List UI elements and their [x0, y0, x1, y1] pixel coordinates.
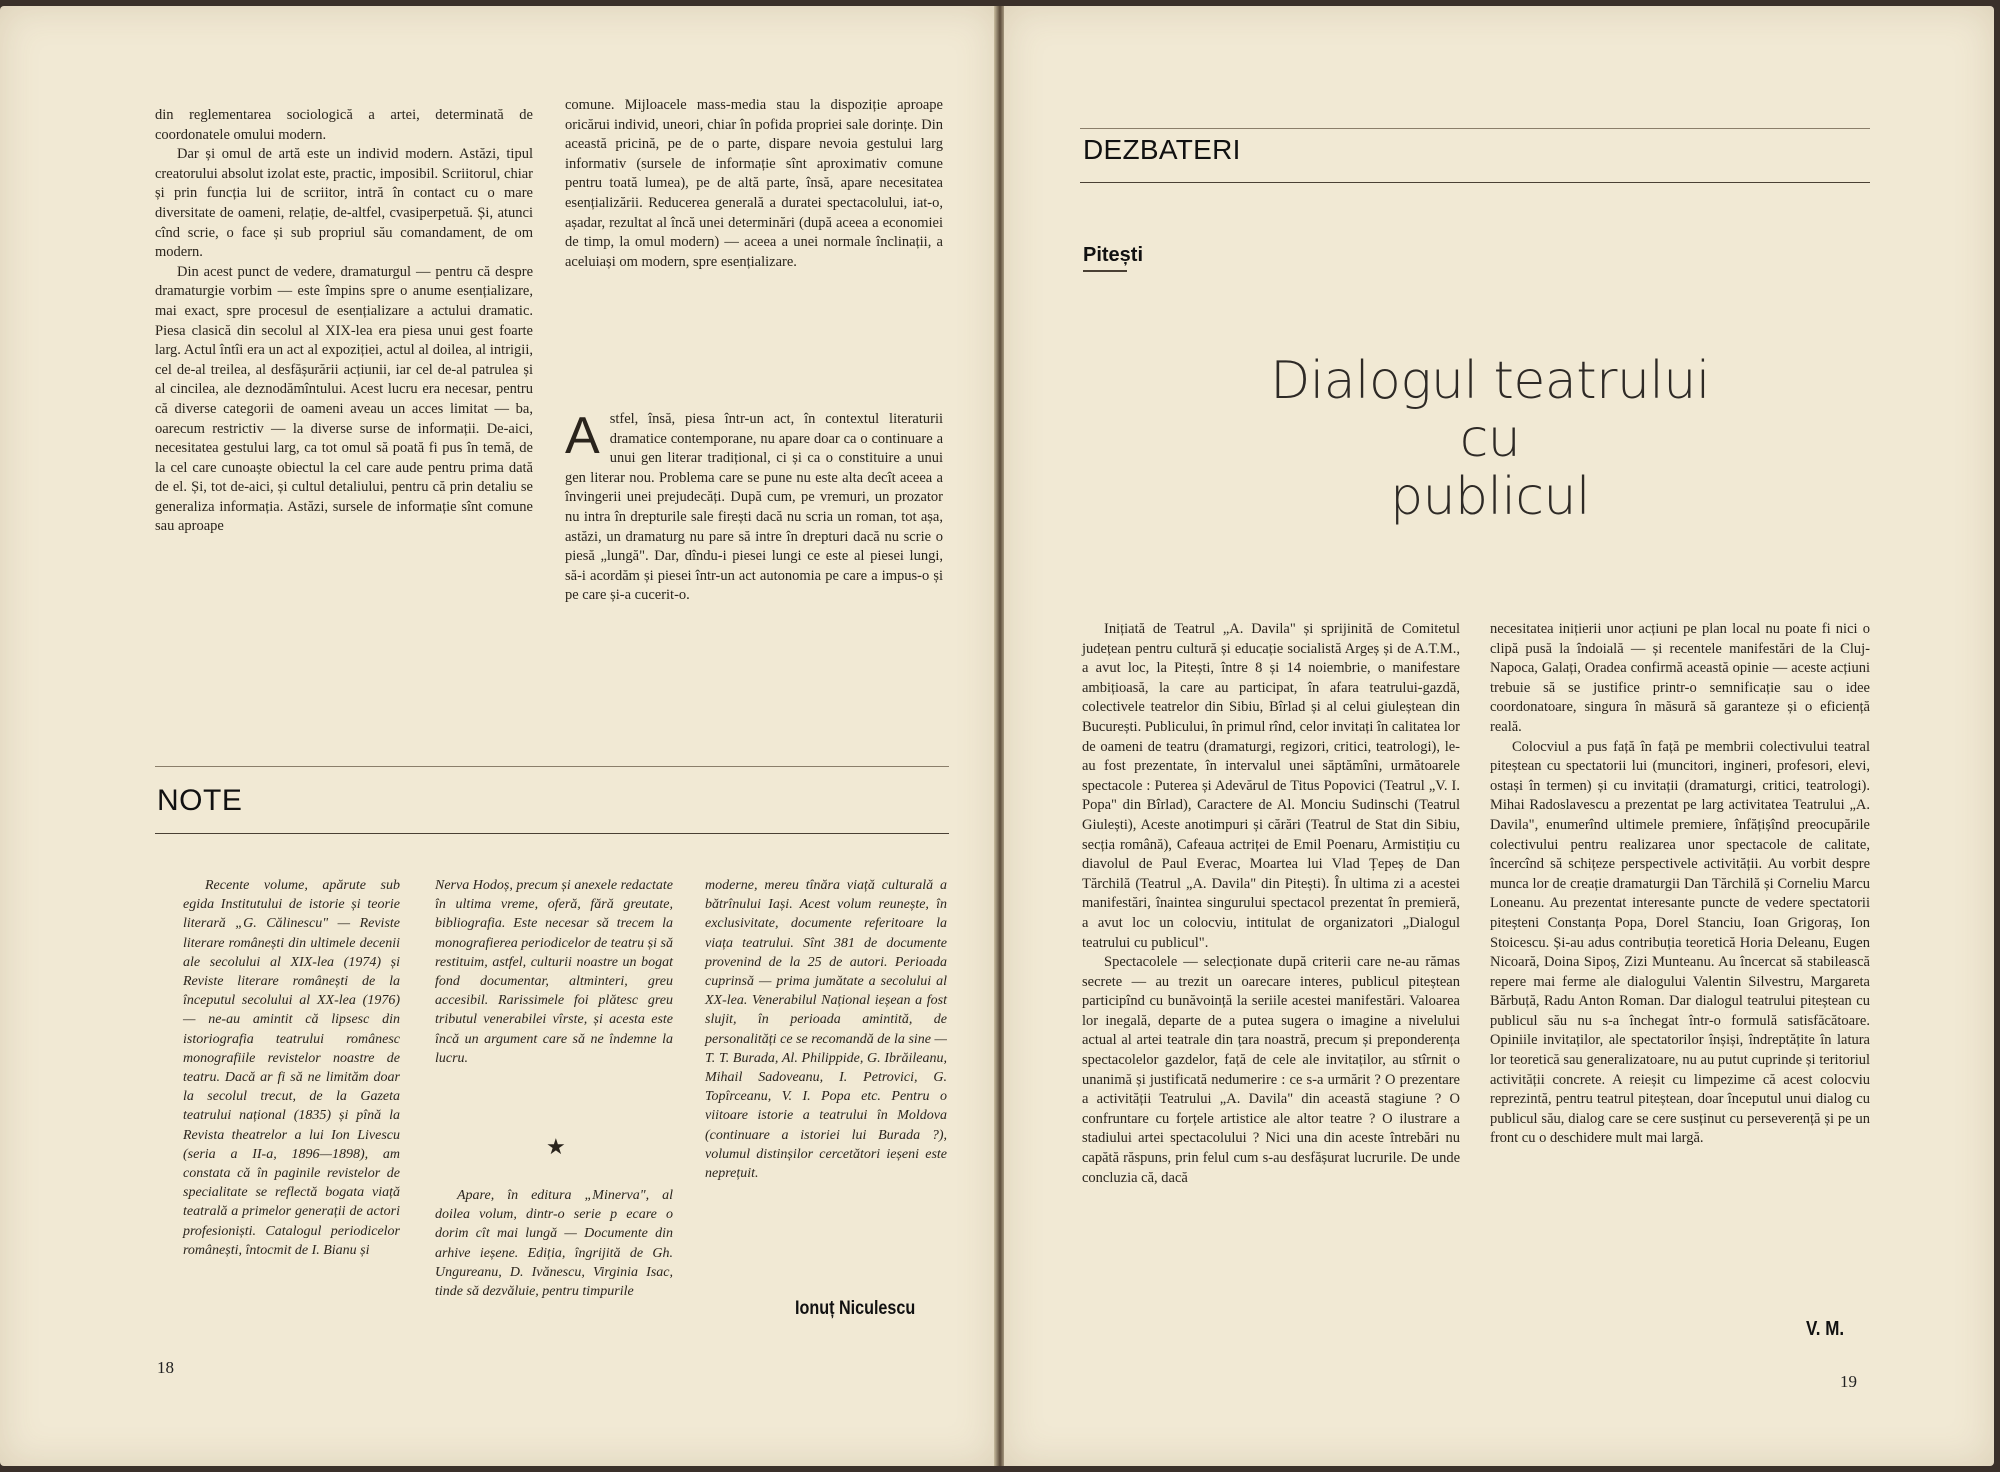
paragraph: Recente volume, apărute sub egida Institutului de istorie și teorie literară „G. Călinescu" — Reviste literare românești din ultimele decenii ale secolului al XIX-lea (1974) și Reviste literare românești de la începutul secolului al XX-lea (1976) — ne-au amintit că lipsesc din istoriografia teatrului românesc monografiile revistelor noastre de teatru. Dacă ar fi să ne limităm doar la secolul trecut, de la Gazeta teatrului național (1835) și pînă la Revista theatrelor a lui Ion Livescu (seria a II-a, 1896—1898), am constata că în paginile revistelor de specialitate se reflectă bogata viață teatrală a primelor generații de actori profesioniști. Catalogul periodicelor românești, întocmit de I. Bianu și	[183, 878, 400, 1258]
title-line: publicul	[1390, 467, 1590, 527]
note-author-signature: Ionuț Niculescu	[795, 1298, 916, 1319]
left-essay-column-2	[565, 96, 943, 272]
note-column-2	[435, 876, 673, 1068]
location-label: Pitești	[1083, 244, 1144, 266]
paragraph: Apare, în editura „Minerva", al doilea volum, dintr-o serie p ecare o dorim cît mai lungă — Documente din arhive ieșene. Ediția, îngrijită de Gh. Ungureanu, D. Ivănescu, Virginia Isac, tinde să dezvăluie, pentru timpurile	[435, 1188, 673, 1300]
page-number-left: 18	[157, 1358, 174, 1377]
section-top-rule	[1080, 128, 1870, 129]
paragraph: Din acest punct de vedere, dramaturgul — pentru că despre dramaturgie vorbim — este împins spre o anume esențializare, mai exact, spre procesul de esențializare a actului dramatic. Piesa clasică din secolul al XIX-lea era piesa unui gest foarte larg. Actul întîi era un act al expoziției, actul al doilea, al intrigii, cel de-al treilea, al desfășurării acțiunii, iar cel de-al patrulea și al cincilea, ale deznodămîntului. Acest lucru era necesar, pentru că diverse categorii de oameni aveau un acces limitat — ba, oarecum restrictiv — la diverse surse de informații. De-aici, necesitatea gestului larg, ca tot omul să poată fi pus în temă, de la cel care cunoaște obiectul la cel care aude pentru prima dată de el. Și, tot de-aici, și cultul detaliului, pentru că prin detaliu se generaliza informația. Astăzi, sursele de informație sînt comune sau aproape	[155, 263, 533, 535]
note-heading-rule	[155, 833, 949, 834]
left-essay-column-2-section	[565, 407, 943, 606]
paragraph: din reglementarea sociologică a artei, determinată de coordonatele omului modern.	[155, 107, 533, 143]
paragraph: Nerva Hodoș, precum și anexele redactate în ultima vreme, oferă, fără greutate, bibliografia. Este necesar să trecem la monografierea periodicelor de teatru și să restituim, astfel, culturii noastre un bogat fond documentar, altminteri, greu accesibil. Rarissimele foi plătesc greu tributul venerabilei vîrste, și acesta este încă un argument care să ne îndemne la lucru.	[435, 878, 673, 1066]
paragraph: necesitatea inițierii unor acțiuni pe plan local nu poate fi nici o clipă pusă la îndoială — și recentele manifestări de la Cluj-Napoca, Galați, Oradea confirmă această opinie — aceste acțiuni trebuie să se justifice printr-o semnificație sau o idee coordonatoare, singura în măsură să garanteze și o eficiență reală.	[1490, 621, 1870, 735]
paragraph: moderne, mereu tînăra viață culturală a bătrînului Iași. Acest volum reunește, în exclusivitate, documente referitoare la viața teatrului. Sînt 381 de documente provenind de la 25 de autori. Perioada cuprinsă — prima jumătate a secolului al XX-lea. Venerabilul Național ieșean a fost slujit, în perioada amintită, de personalități ce se recomandă de la sine — T. T. Burada, Al. Philippide, G. Ibrăileanu, Mihail Sadoveanu, I. Petrovici, G. Topîrceanu, V. I. Popa etc. Pentru o viitoare istorie a teatrului în Moldova (continuare a istoriei lui Burada ?), volumul distinșilor cercetători ieșeni este neprețuit.	[705, 878, 947, 1182]
star-separator: ★	[546, 1134, 566, 1159]
paragraph: stfel, însă, piesa într-un act, în contextul literaturii dramatice contemporane, nu apare doar ca o continuare a unui gen literar tradițional, ci și ca o constituire a unui gen literar nou. Problema care se pune nu este alta decît aceea a învingerii unei prejudecăți. După cum, pe vremuri, un prozator nu intra în drepturile sale firești dacă nu scria un roman, tot așa, astăzi, un dramaturg nu pare să intre în drepturi dacă nu scrie o piesă „lungă". Dar, dîndu-i piesei lungi ce este al piesei lungi, să-i acordăm și piesei într-un act autonomia pe care a impus-o și pe care și-a cucerit-o.	[565, 411, 943, 604]
paragraph: Spectacolele — selecționate după criterii care ne-au rămas secrete — au trezit un oarecare interes, publicul piteștean participînd cu bunăvoință la seriile acestei manifestări. Valoarea lor inegală, departe de a putea sugera o imagine a nivelului actual al artei teatrale din țara noastră, precum și preponderența spectacolelor gazdelor, față de cele ale invitaților, au stîrnit o unanimă și justificată nedumerire : ce s-a urmărit ? O prezentare a activității Teatrului „A. Davila" din această stagiune ? O confruntare cu forțele artistice ale altor teatre ? O ilustrare a stadiului artei spectacolului ? Nici una din aceste întrebări nu capătă răspuns, prin felul cum s-au desfășurat lucrurile. De unde concluzia că, dacă	[1082, 954, 1460, 1186]
note-heading: NOTE	[157, 784, 243, 817]
article-author-signature: V. M.	[1806, 1318, 1845, 1340]
article-title	[1240, 352, 1740, 526]
section-bottom-rule	[1080, 182, 1870, 183]
note-column-2-continued	[435, 1186, 673, 1301]
paragraph: Colocviul a pus față în față pe membrii colectivului teatral piteștean cu spectatorii lui (muncitori, ingineri, profesori, elevi, ostași în termen) și cu invitații (dramaturgi, critici, teatrologi). Mihai Radoslavescu a prezentat pe larg activitatea Teatrului „A. Davila", enumerînd ultimele premiere, înfățișînd preocupările colectivului pentru realizarea unor spectacole de calitate, încercînd să schițeze perspectivele activității. Au vorbit despre munca lor de creație dramaturgii Dan Tărchilă și Corneliu Marcu Loneanu. Au prezentat interesante puncte de vedere spectatorii piteșteni Constanța Popa, Dorel Stanciu, Ioan Grigoraș, Ion Stoicescu. Și-au adus contribuția teoretică Horia Deleanu, Eugen Nicoară, Doina Sipoș, Zizi Munteanu. Au încercat să stabilească repere mai ferme ale dialogului Valentin Silvestru, Margareta Bărbuță, Radu Anton Roman. Dar dialogul teatrului piteștean cu publicul său nu s-a închegat într-o formulă satisfăcătoare. Opiniile invitaților, ale spectatorilor înșiși, îndreptățite în latura lor teoretică sau generalizatoare, nu au putut cuprinde și teritoriul activității concrete. A reieșit cu limpezime că acest colocviu reprezintă, pentru teatrul piteștean, doar începutul unui dialog cu publicul său, dialog care se cere susținut cu perseverență și pe un front cu o deschidere mult mai largă.	[1490, 738, 1870, 1147]
right-article-column-1	[1082, 620, 1460, 1188]
right-article-column-2	[1490, 620, 1870, 1149]
location-underline	[1083, 270, 1127, 272]
paragraph: Dar și omul de artă este un individ modern. Astăzi, tipul creatorului absolut izolat este, practic, imposibil. Scriitorul, chiar și prin funcția lui de scriitor, intră în contact cu o mare diversitate de oameni, relație, de-altfel, cvasiperpetuă. Și, atunci cînd scrie, o face și sub propriul său comandament, de om modern.	[155, 146, 533, 261]
note-top-rule	[155, 766, 949, 767]
left-essay-column-1	[155, 106, 533, 537]
section-heading: DEZBATERI	[1083, 134, 1241, 165]
title-line: Dialogul teatrului	[1270, 351, 1710, 411]
title-line: cu	[1459, 409, 1521, 469]
note-column-1	[183, 876, 400, 1260]
paragraph: Inițiată de Teatrul „A. Davila" și sprijinită de Comitetul județean pentru cultură și educație socialistă Argeș și de A.T.M., a avut loc, la Pitești, între 8 și 14 noiembrie, o manifestare ambițioasă, la care au participat, în afara teatrului-gazdă, colectivele teatrelor din Sibiu, Bîrlad și al celui giuleștean din București. Publicului, în primul rînd, celor invitați în calitatea lor de oameni de teatru (dramaturgi, regizori, critici, teatrologi), le-au fost prezentate, în intervalul unei săptămîni, următoarele spectacole : Puterea și Adevărul de Titus Popovici (Teatrul „V. I. Popa" din Bîrlad), Caractere de Al. Monciu Sudinschi (Teatrul Giulești), Aceste anotimpuri și cărări (Teatrul de Stat din Sibiu, secția română), Cafeaua actriței de Emil Poenaru, Armistițiu cu diavolul de Paul Everac, Moartea lui Vlad Țepeș de Dan Tărchilă (Teatrul „A. Davila" din Pitești). În ultima zi a acestei manifestări, înaintea singurului spectacol prezentat în premieră, a avut loc un colocviu, intitulat de organizatori „Dialogul teatrului cu publicul".	[1082, 621, 1460, 951]
drop-cap: A	[565, 407, 600, 465]
paragraph: comune. Mijloacele mass-media stau la dispoziție aproape oricărui individ, uneori, chiar în pofida propriei sale dorințe. Din această pricină, pe de o parte, dispare nevoia gestului larg informativ (sursele de informație sînt aproximativ comune pentru toată lumea), pe de altă parte, însă, apare necesitatea esențializării. Reducerea generală a duratei spectacolului, iat-o, așadar, rezultat al încă unei determinări (după aceea a economiei de timp, la omul modern) — aceea a unei normale înclinații, a aceluiași om modern, spre esențializare.	[565, 97, 943, 270]
page-number-right: 19	[1840, 1372, 1857, 1391]
note-column-3	[705, 876, 947, 1183]
